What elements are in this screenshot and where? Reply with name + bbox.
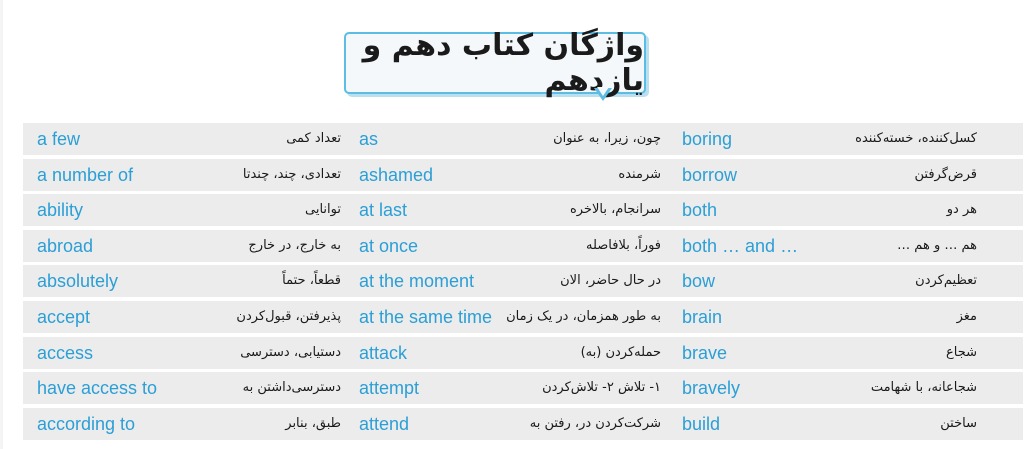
table-row	[23, 159, 1023, 191]
table-row	[23, 337, 1023, 369]
persian-meaning: به خارج، در خارج	[248, 237, 341, 253]
english-word: a few	[37, 129, 81, 149]
persian-meaning: فوراً، بلافاصله	[585, 237, 661, 253]
english-word: bow	[682, 271, 716, 292]
persian-meaning: مغز	[956, 308, 977, 324]
english-word: bravely	[682, 378, 741, 399]
title-banner-tail-fill	[597, 87, 609, 96]
english-word: borrow	[682, 164, 738, 185]
persian-meaning: شرکت‌کردن در، رفتن به	[529, 415, 661, 431]
english-word: at the same time	[359, 306, 493, 327]
english-word: ability	[37, 200, 84, 221]
persian-meaning: چون، زیرا، به عنوان	[553, 131, 661, 146]
english-word: accept	[37, 306, 91, 327]
english-word: attack	[359, 342, 408, 363]
persian-meaning: شرمنده	[618, 166, 661, 182]
english-word: according to	[37, 413, 136, 434]
english-word: both	[682, 200, 718, 221]
table-row	[23, 301, 1023, 333]
english-word: abroad	[37, 235, 94, 256]
english-word: at once	[359, 235, 419, 256]
persian-meaning: حمله‌کردن (به)	[580, 344, 661, 360]
persian-meaning: قطعاً، حتماً	[282, 273, 341, 289]
english-word: brave	[682, 342, 728, 363]
english-word: have access to	[37, 378, 158, 399]
persian-meaning: سرانجام، بالاخره	[569, 202, 661, 218]
table-row	[23, 408, 1023, 440]
persian-meaning: هم … و هم …	[897, 237, 977, 253]
english-word: at last	[359, 200, 408, 221]
english-word: a number of	[37, 164, 134, 185]
persian-meaning: شجاع	[945, 344, 977, 360]
persian-meaning: به طور همزمان، در یک زمان	[506, 308, 661, 324]
persian-meaning: در حال حاضر، الان	[560, 273, 661, 289]
table-row	[23, 123, 1023, 155]
persian-meaning: قرض‌گرفتن	[914, 166, 977, 182]
persian-meaning: کسل‌کننده، خسته‌کننده	[855, 131, 977, 146]
persian-meaning: ساختن	[940, 415, 977, 431]
english-word: build	[682, 413, 721, 434]
page-edge	[0, 0, 3, 449]
english-word: attend	[359, 413, 410, 434]
english-word: attempt	[359, 378, 420, 399]
english-word: access	[37, 342, 94, 363]
vocabulary-table	[23, 123, 1023, 443]
persian-meaning: شجاعانه، با شهامت	[870, 380, 977, 396]
english-word: as	[359, 129, 379, 149]
persian-meaning: ۱- تلاش ۲- تلاش‌کردن	[542, 380, 661, 396]
persian-meaning: تعدادی، چند، چندتا	[242, 166, 341, 182]
table-row	[23, 265, 1023, 297]
persian-meaning: دسترسی‌داشتن به	[242, 380, 341, 396]
persian-meaning: توانایی	[305, 202, 341, 218]
english-word: both … and …	[682, 235, 799, 256]
page-title: واژگان کتاب دهم و یازدهم	[362, 28, 644, 98]
persian-meaning: هر دو	[946, 202, 977, 218]
english-word: boring	[682, 129, 733, 149]
persian-meaning: پذیرفتن، قبول‌کردن	[236, 308, 341, 324]
table-row	[23, 194, 1023, 226]
persian-meaning: طبق، بنابر	[285, 415, 341, 431]
english-word: at the moment	[359, 271, 475, 292]
english-word: absolutely	[37, 271, 119, 292]
table-row	[23, 230, 1023, 262]
english-word: brain	[682, 306, 723, 327]
persian-meaning: تعظیم‌کردن	[915, 273, 977, 289]
persian-meaning: تعداد کمی	[286, 131, 341, 146]
persian-meaning: دستیابی، دسترسی	[240, 344, 341, 360]
table-row	[23, 372, 1023, 404]
title-banner	[344, 28, 646, 98]
english-word: ashamed	[359, 164, 434, 185]
